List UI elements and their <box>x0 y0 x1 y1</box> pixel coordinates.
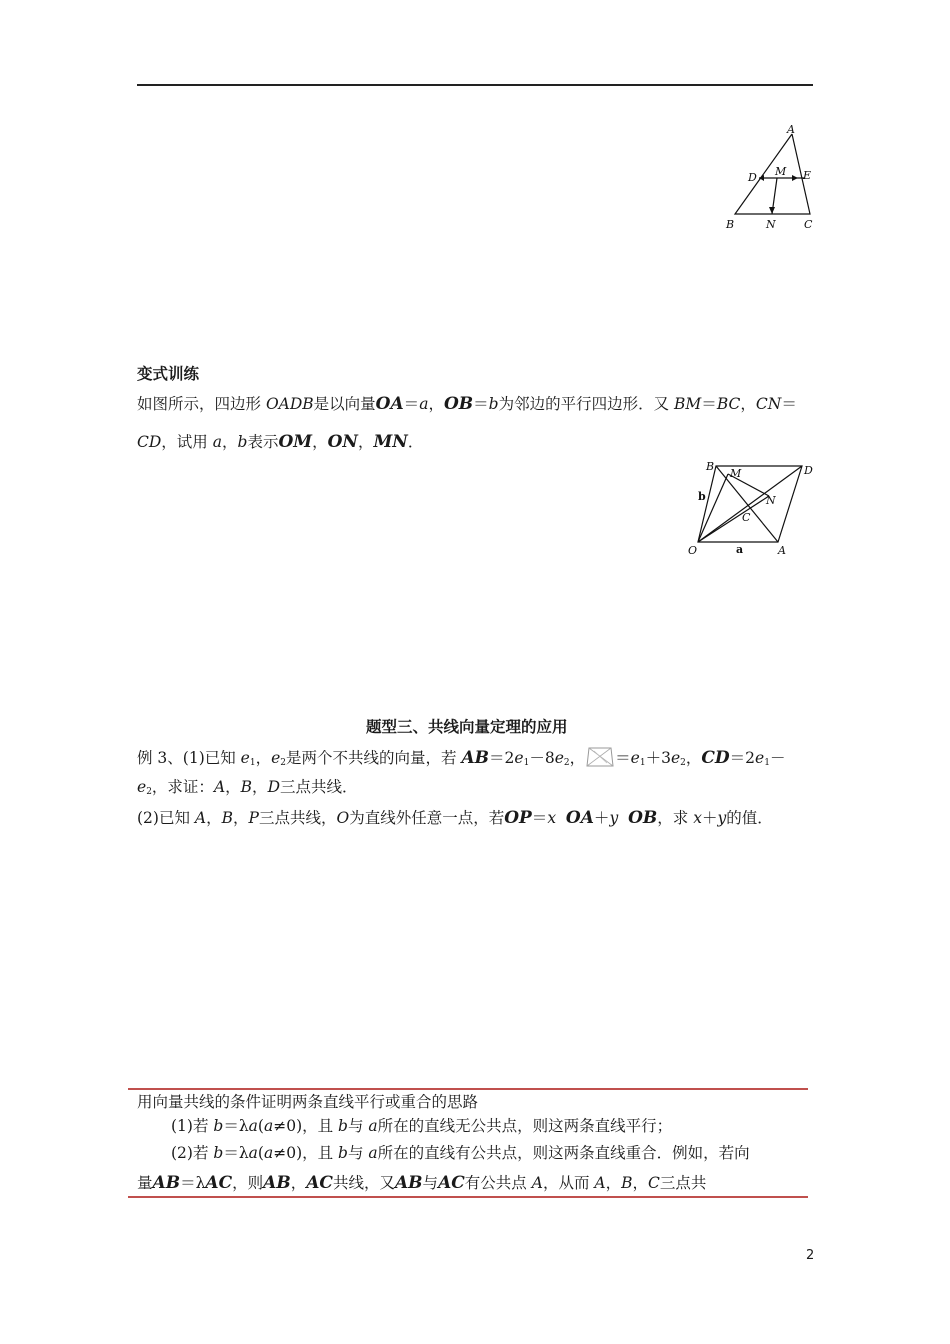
summary-line-2: (2)若 b＝λa(a≠0)，且 b与 a所在的直线有公共点，则这两条直线重合．例如，若向 <box>171 1144 750 1162</box>
example3-line-2: $e_2$，求证：A，B，D三点共线． <box>137 778 358 797</box>
vector-AB: AB <box>263 1173 291 1193</box>
vector-OM: OM <box>278 432 313 452</box>
label-O: O <box>688 544 698 557</box>
vector-AC: AC <box>438 1173 465 1193</box>
vector-AC: AC <box>306 1173 333 1193</box>
vector-AB: AB <box>461 748 490 768</box>
triangle-figure <box>720 122 820 234</box>
summary-line-1: (1)若 b＝λa(a≠0)，且 b与 a所在的直线无公共点，则这两条直线平行； <box>171 1117 673 1135</box>
label-N: N <box>766 218 776 231</box>
vector-OB: OB <box>628 808 658 828</box>
variant-line-1: 如图所示，四边形 OADB是以向量OA＝a，OB＝b为邻边的平行四边形．又 BM＝BC，CN＝ <box>137 394 797 414</box>
example3-line-3: (2)已知 A，B，P三点共线，O为直线外任意一点，若OP＝x OA＋y OB，求 x＋y的值． <box>137 808 773 828</box>
vector-ON: ON <box>327 432 358 452</box>
vector-OA: OA <box>375 394 404 414</box>
vector-MN: MN <box>373 432 408 452</box>
label-D: D <box>804 464 813 477</box>
label-B: B <box>706 460 715 473</box>
example3-line-1: 例 3、(1)已知 $e_1$，$e_2$是两个不共线的向量，若 $AB=2e_1-8e_2$， $=e_1+3e_2$，$CD=2e_1-$ <box>137 748 786 768</box>
vector-AC: AC <box>205 1173 233 1193</box>
summary-top-rule <box>128 1088 808 1090</box>
summary-title: 用向量共线的条件证明两条直线平行或重合的思路 <box>137 1093 479 1111</box>
vector-OB: OB <box>443 394 474 414</box>
summary-bottom-rule <box>128 1196 808 1198</box>
header-rule <box>137 84 813 86</box>
parallelogram-figure <box>684 458 820 560</box>
page-number: 2 <box>806 1248 815 1263</box>
variant-title: 变式训练 <box>137 364 200 383</box>
label-A: A <box>778 544 786 557</box>
vector-AB: AB <box>394 1173 423 1193</box>
label-C: C <box>804 218 813 231</box>
vector-CD: CD <box>701 748 730 768</box>
label-B: B <box>726 218 735 231</box>
vector-OA: OA <box>565 808 594 828</box>
label-E: E <box>803 169 812 182</box>
section-title: 题型三、共线向量定理的应用 <box>366 717 568 736</box>
label-a: a <box>736 543 744 556</box>
label-M: M <box>775 165 787 178</box>
summary-line-3: 量AB＝λAC，则AB，AC共线，又AB与AC有公共点 A，从而 A，B，C三点共 <box>137 1173 707 1193</box>
label-b: b <box>698 490 706 503</box>
label-A: A <box>787 123 795 136</box>
label-M: M <box>730 467 742 480</box>
vector-OP: OP <box>504 808 532 828</box>
label-D: D <box>748 171 757 184</box>
vector-AB: AB <box>152 1173 181 1193</box>
variant-line-2: CD，试用 a，b表示OM，ON，MN． <box>137 432 424 452</box>
label-C: C <box>742 511 751 524</box>
label-N: N <box>766 494 776 507</box>
broken-image-icon <box>585 746 615 768</box>
